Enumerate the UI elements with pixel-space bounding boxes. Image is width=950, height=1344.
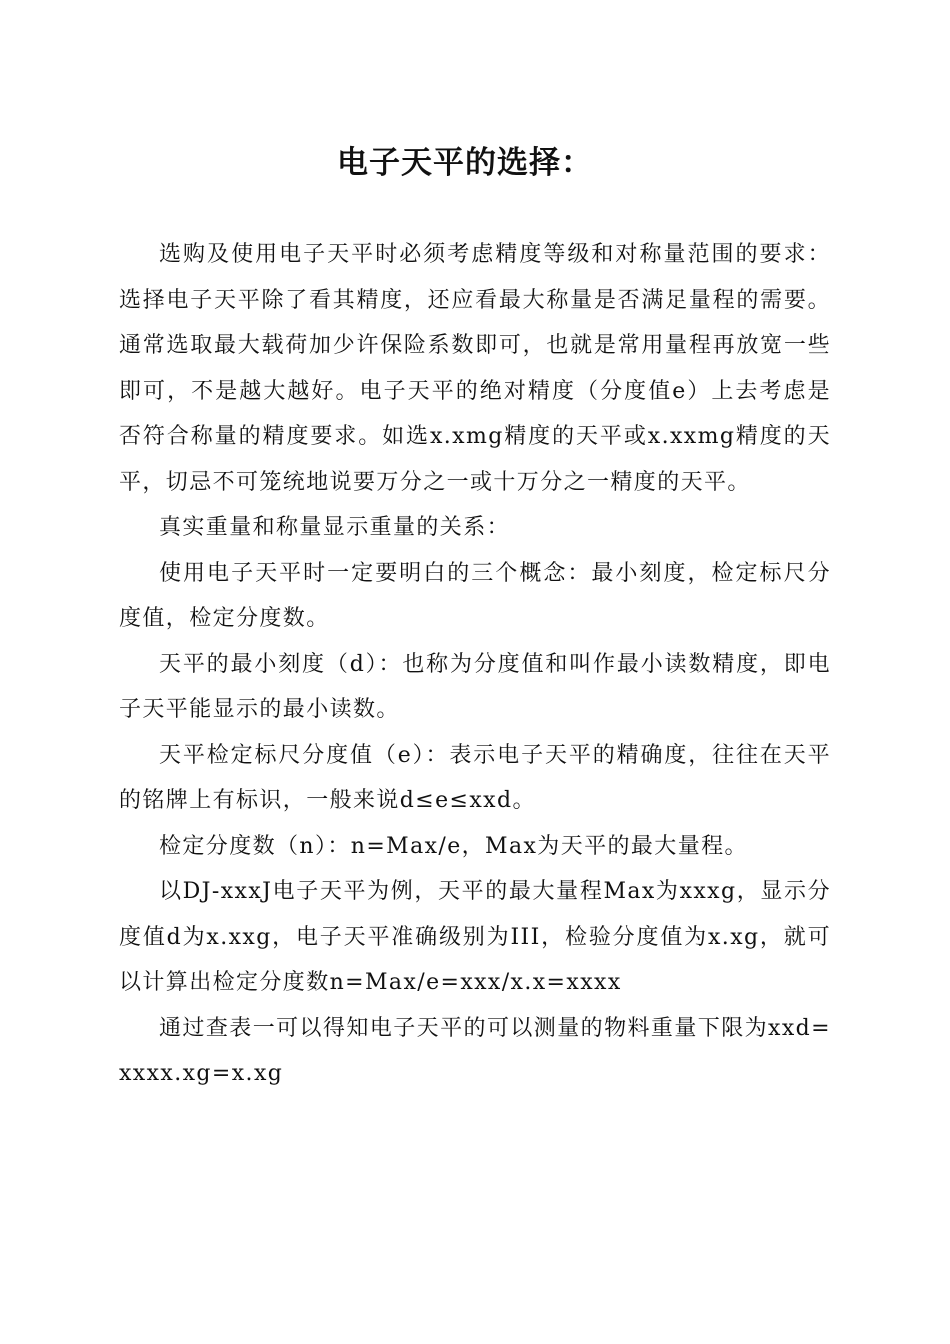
paragraph-minimum-scale: 天平的最小刻度（d）：也称为分度值和叫作最小读数精度，即电子天平能显示的最小读数。 — [119, 651, 831, 722]
paragraph-three-concepts: 使用电子天平时一定要明白的三个概念：最小刻度，检定标尺分度值，检定分度数。 — [119, 560, 831, 631]
paragraph-weight-relation: 真实重量和称量显示重量的关系： — [159, 515, 511, 540]
paragraph-verification-count: 检定分度数（n）：n=Max/e，Max为天平的最大量程。 — [159, 833, 748, 859]
paragraph-selection-requirements: 选购及使用电子天平时必须考虑精度等级和对称量范围的要求：选择电子天平除了看其精度，还应看最大称量是否满足量程的需要。通常选取最大载荷加少许保险系数即可，也就是常用量程再放宽一些即可，不是越大越好。电子天平的绝对精度（分度值e）上去考虑是否符合称量的精度要求。如选x.xmg精度的天平或x.xxmg精度的天平，切忌不可笼统地说要万分之一或十万分之一精度的天平。 — [119, 242, 831, 495]
document-body — [119, 232, 831, 1097]
paragraph-lower-limit: 通过查表一可以得知电子天平的可以测量的物料重量下限为xxd=xxxx.xg=x.xg — [119, 1015, 831, 1086]
document-title: 电子天平的选择： — [337, 145, 593, 181]
paragraph-example: 以DJ-xxxJ电子天平为例，天平的最大量程Max为xxxg，显示分度值d为x.xxg，电子天平准确级别为III，检验分度值为x.xg，就可以计算出检定分度数n=Max/e=xxx/x.x=xxxx — [119, 879, 831, 995]
paragraph-verification-interval: 天平检定标尺分度值（e）：表示电子天平的精确度，往往在天平的铭牌上有标识，一般来说d≤e≤xxd。 — [119, 742, 831, 813]
